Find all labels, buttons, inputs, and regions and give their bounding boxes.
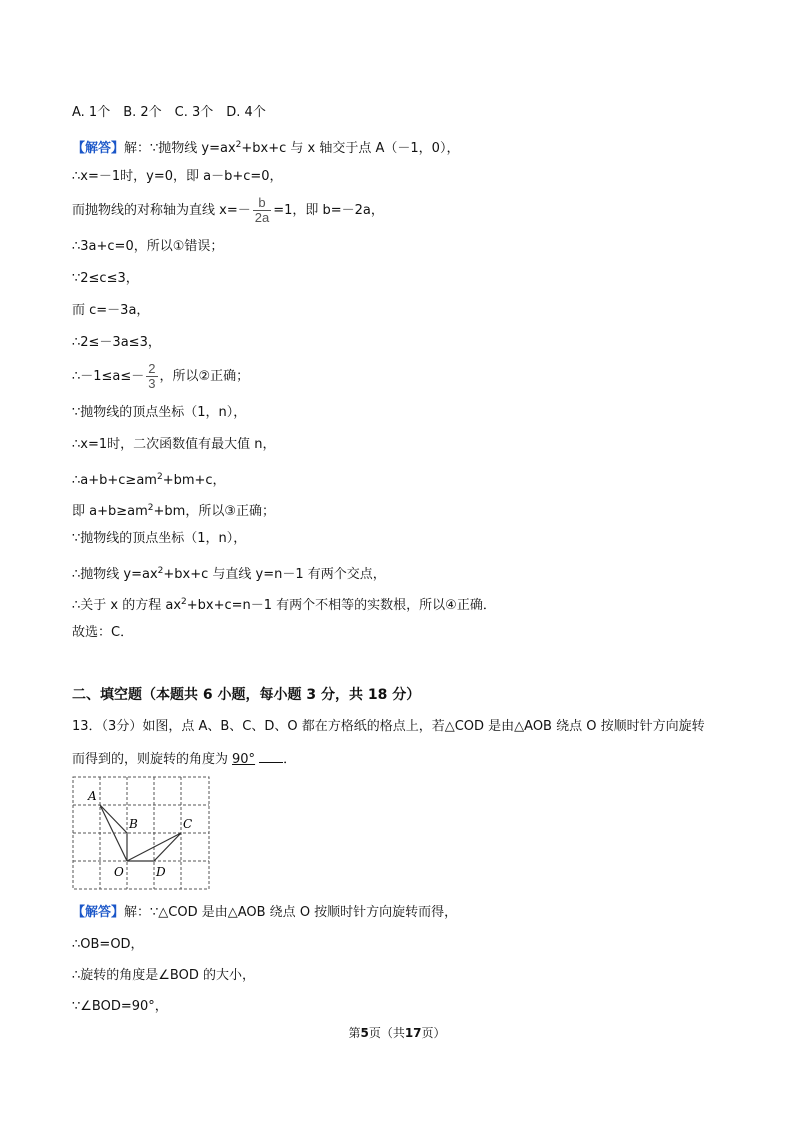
label-d: D: [156, 865, 166, 879]
solution-line: 而 c=－3a，: [72, 303, 150, 318]
solution-tag: 【解答】: [72, 141, 125, 156]
fraction: $\frac{b}{2a}$: [254, 195, 270, 225]
solution-line: ∴抛物线 $y=ax^2+bx+c$ 与直线 y=n－1 有两个交点，: [72, 566, 386, 582]
question-13-line2: 而得到的，则旋转的角度为 90° ．: [72, 752, 297, 767]
solution-line: ∴关于 x 的方程 $ax^2+bx+c=n-1$ 有两个不相等的实数根，所以④正确．: [72, 597, 496, 613]
solution-line: ∴3a+c=0，所以①错误；: [72, 239, 224, 254]
question-13: 13．（3分）如图，点 A、B、C、D、O 都在方格纸的格点上，若△COD 是由△AOB 绕点 O 按顺时针方向旋转: [72, 719, 705, 734]
label-b: B: [129, 817, 138, 831]
solution-line: ∴旋转的角度是∠BOD 的大小，: [72, 968, 255, 983]
solution-line: 【解答】解：∵抛物线 $y=ax^2+bx+c$ 与 x 轴交于点 A（－1，0），: [72, 140, 460, 156]
solution-line: $\therefore a+b+c\ge am^2+bm+c$，: [72, 472, 226, 488]
solution-line: 【解答】解：∵△COD 是由△AOB 绕点 O 按顺时针方向旋转而得，: [72, 905, 458, 920]
fraction: $\frac{2}{3}$: [148, 361, 156, 391]
solution-line: ∴2≤－3a≤3，: [72, 335, 161, 350]
solution-line: ∴x=1时，二次函数值有最大值 n，: [72, 437, 276, 452]
answer-choices: A. 1个 B. 2个 C. 3个 D. 4个: [72, 105, 266, 120]
page-footer: 第5页（共17页）: [348, 1026, 446, 1040]
solution-line: ∵2≤c≤3，: [72, 271, 139, 286]
solution-line: ∵∠BOD=90°，: [72, 999, 168, 1014]
solution-line: ∴－1≤a≤－ $\frac{2}{3}$ ，所以②正确；: [72, 361, 250, 391]
solution-line: 即 $a+b\ge am^2+bm$，所以③正确；: [72, 503, 275, 519]
solution-line: ∵抛物线的顶点坐标（1，n），: [72, 405, 247, 420]
label-a: A: [88, 789, 97, 803]
solution-line: ∴x=－1时，y=0，即 a－b+c=0，: [72, 169, 283, 184]
solution-tag: 【解答】: [72, 905, 125, 920]
solution-line: 故选：C．: [72, 625, 134, 640]
solution-line: 而抛物线的对称轴为直线 x=－ $\frac{b}{2a}$ =1，即 b=－2a，: [72, 195, 384, 225]
section-heading: 二、填空题（本题共 6 小题，每小题 3 分，共 18 分）: [72, 687, 421, 703]
solution-line: ∴OB=OD，: [72, 937, 144, 952]
answer-blank: 90°: [232, 752, 256, 767]
label-c: C: [183, 817, 193, 831]
solution-line: ∵抛物线的顶点坐标（1，n），: [72, 531, 247, 546]
label-o: O: [114, 865, 124, 879]
grid-figure: [72, 776, 212, 892]
